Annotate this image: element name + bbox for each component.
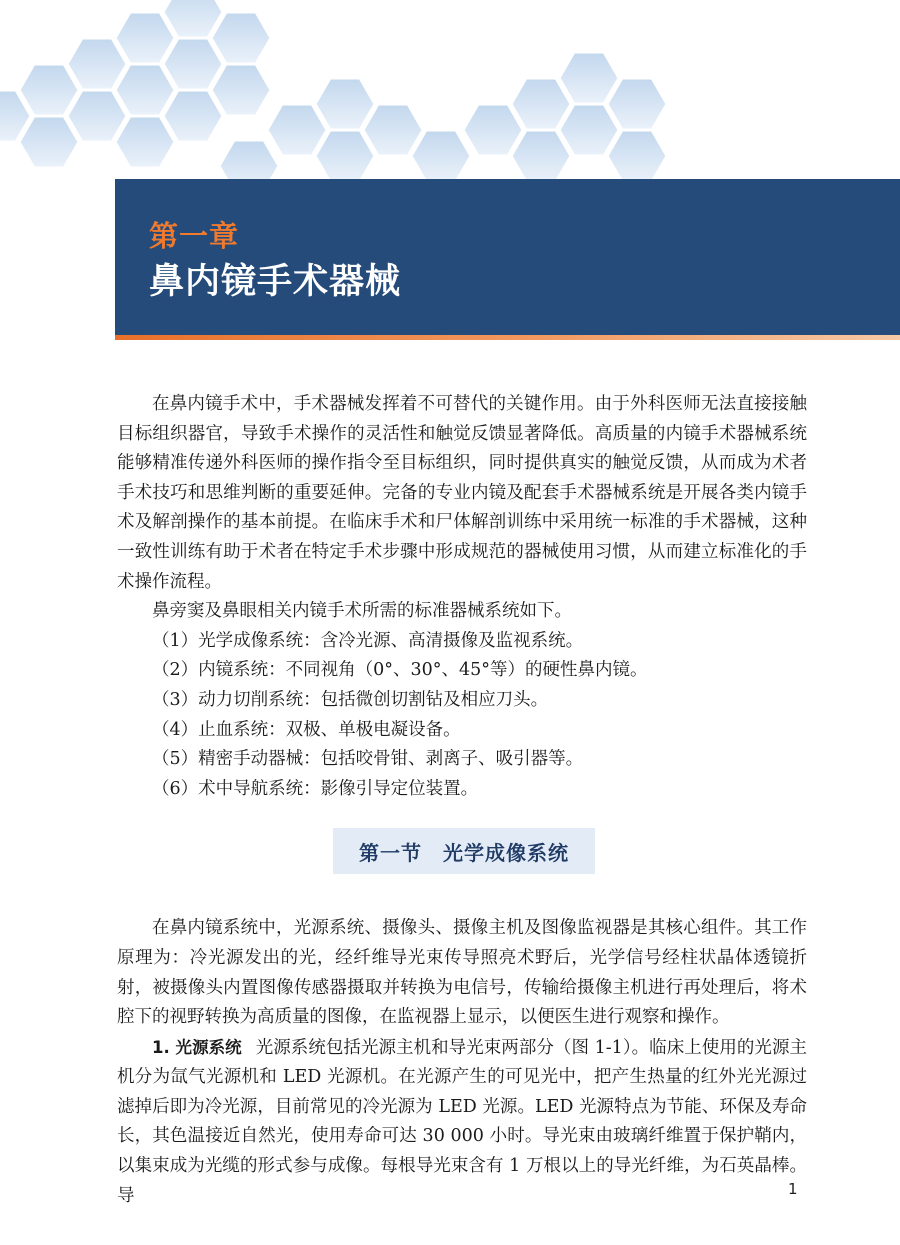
list-item: （1）光学成像系统：含冷光源、高清摄像及监视系统。 (152, 630, 584, 651)
intro-paragraph: 在鼻内镜手术中，手术器械发挥着不可替代的关键作用。由于外科医师无法直接接触目标组织器官，导致手术操作的灵活性和触觉反馈显著降低。高质量的内镜手术器械系统能够精准传递外科医师的操作指令至目标组织，同时提供真实的触觉反馈，从而成为术者手术技巧和思维判断的重要延伸。完备的专业内镜及配套手术器械系统是开展各类内镜手术及解剖操作的基本前提。在临床手术和尸体解剖训练中采用统一标准的手术器械，这种一致性训练有助于术者在特定手术步骤中形成规范的器械使用习惯，从而建立标准化的手术操作流程。 (117, 394, 807, 592)
subsection-text: 光源系统包括光源主机和导光束两部分（图 1-1）。临床上使用的光源主机分为氙气光源机和 LED 光源机。在光源产生的可见光中，把产生热量的红外光光源过滤掉后即为冷光源，目前常见的冷光源为 LED 光源。LED 光源特点为节能、环保及寿命长，其色温接近自然光，使用寿命可达 30 000 小时。导光束由玻璃纤维置于保护鞘内，以集束成为光缆的形式参与成像。每根导光束含有 1 万根以上的导光纤维，为石英晶棒。导 (117, 1037, 807, 1206)
subsection-term: 1. 光源系统 (152, 1037, 242, 1057)
page-body (117, 390, 807, 1211)
section-heading: 第一节 光学成像系统 (333, 828, 595, 874)
banner-accent-rule (115, 335, 900, 340)
subsection-paragraph (117, 1033, 807, 1212)
page-number: 1 (788, 1180, 798, 1198)
chapter-label: 第一章 (149, 219, 240, 253)
list-item: （4）止血系统：双极、单极电凝设备。 (152, 719, 461, 740)
list-item: （6）术中导航系统：影像引导定位装置。 (152, 778, 479, 799)
section-heading-container (117, 804, 807, 914)
systems-list (117, 627, 807, 805)
section-paragraph: 在鼻内镜系统中，光源系统、摄像头、摄像主机及图像监视器是其核心组件。其工作原理为：冷光源发出的光，经纤维导光束传导照亮术野后，光学信号经柱状晶体透镜折射，被摄像头内置图像传感器摄取并转换为电信号，传输给摄像主机进行再处理后，将术腔下的视野转换为高质量的图像，在监视器上显示，以便医生进行观察和操作。 (117, 918, 807, 1028)
intro-paragraph: 鼻旁窦及鼻眼相关内镜手术所需的标准器械系统如下。 (152, 601, 572, 622)
list-item: （3）动力切削系统：包括微创切割钻及相应刀头。 (152, 689, 549, 710)
chapter-title: 鼻内镜手术器械 (149, 262, 402, 302)
chapter-banner (115, 179, 900, 335)
list-item: （5）精密手动器械：包括咬骨钳、剥离子、吸引器等。 (152, 749, 584, 770)
list-item: （2）内镜系统：不同视角（0°、30°、45°等）的硬性鼻内镜。 (152, 660, 648, 681)
